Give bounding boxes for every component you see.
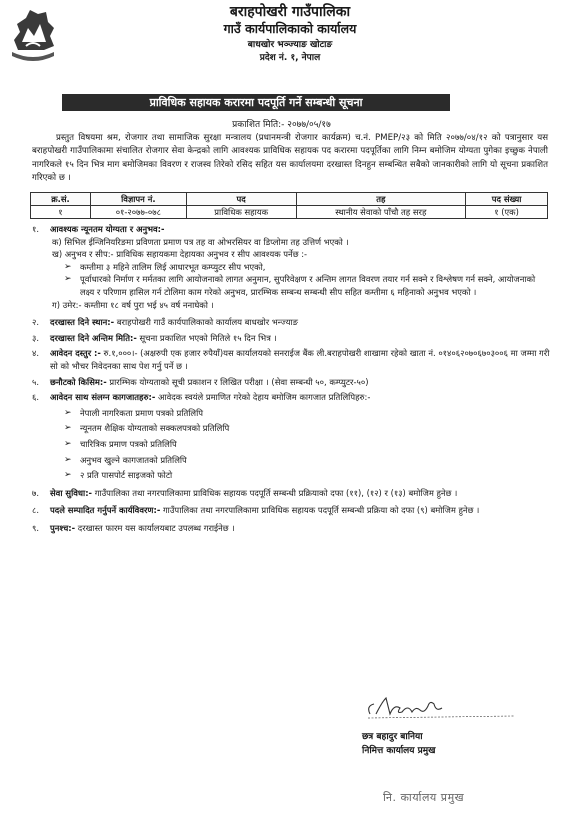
col-ad-number: विज्ञापन नं. [90,193,186,206]
cell-ad-number: ०१-२०७७-०७८ [90,206,186,219]
col-level: तह [296,193,466,206]
notice-body [32,223,552,534]
office-province: प्रदेश नं. १, नेपाल [259,53,321,63]
arrow-bullet-icon: ➢ [64,454,72,465]
office-address: बाधखोर भञ्ज्याङ खोटाङ [247,40,333,50]
section-duties: ८. पदले सम्पादित गर्नुपर्ने कार्यविवरण:- गाउँपालिका तथा नगरपालिकामा प्राविधिक सहायक पदपूर्ति सम्बन्धी प्रक्रिया को दफा (९) बमोजिम हुनेछ । [32,505,480,516]
section-benefits: ७. सेवा सुविधा:- गाउँपालिका तथा नगरपालिकामा प्राविधिक सहायक पदपूर्ति सम्बन्धी प्रक्रियाको दफा (११), (१२) र (१३) बमोजिम हुनेछ । [32,487,458,498]
table-row [31,206,548,219]
office-name: बराहपोखरी गाउँपालिका [229,4,351,20]
notice-title: प्राविधिक सहायक करारमा पदपूर्ति गर्ने सम्बन्धी सूचना [62,94,450,111]
list-item: ➢ नेपाली नागरिकता प्रमाण पत्रको प्रतिलिपि [64,407,204,418]
arrow-bullet-icon: ➢ [64,423,72,434]
list-item: ➢ न्यूनतम शैक्षिक योग्यताको सक्कलपत्रको प्रतिलिपि [64,423,230,434]
signer-block [362,730,532,758]
list-item: ➢ २ प्रति पासपोर्ट साइजको फोटो [64,470,173,481]
table-header-row [31,193,548,206]
qualification-b: ख) अनुभव र सीप:- प्राविधिक सहायकमा देहायका अनुभव र सीप आवश्यक पर्नेछ :- [52,249,308,260]
signer-position: निमित्त कार्यालय प्रमुख [362,746,436,756]
list-item: ➢ चारित्रिक प्रमाण पत्रको प्रतिलिपि [64,438,177,449]
section-selection: ५. छनौटको किसिम:- प्रारम्भिक योग्यताको सूची प्रकाशन र लिखित परीक्षा । (सेवा सम्बन्धी ५०, कम्प्युटर-५०) [32,376,369,387]
handwritten-signature [364,692,534,722]
list-item: ➢ पूर्वाधारको निर्माण र मर्मतका लागि आयोजनाको लागत अनुमान, सुपरिवेक्षण र अन्तिम लागत विवरण तयार गर्न सक्ने र विश्लेषण गर्न सक्ने, आयोजनाको लक्ष्य र परिणाम हासिल गर्न टोलिमा काम गरेको अनुभव, प्रारम्भिक सम्बन्ध सम्बन्धी सीप सहित कम्तीमा ६ महिनाको अनुभव भएको । [64,274,536,297]
nepal-emblem-icon [8,6,58,62]
section-deadline: ३. दरखास्त दिने अन्तिम मिति:- सूचना प्रकाशित भएको मितिले १५ दिन भित्र । [32,332,277,343]
arrow-bullet-icon: ➢ [64,274,72,285]
qualification-a: क) सिभिल ईन्जिनियरिङमा प्रविणता प्रमाण पत्र तह वा ओभरसियर वा डिप्लोमा तह उत्तिर्ण भएको । [52,236,349,247]
cell-count: १ (एक) [466,206,548,219]
office-header [120,4,460,65]
arrow-bullet-icon: ➢ [64,261,72,272]
qualification-c: ग) उमेर:- कम्तीमा १८ वर्ष पुरा भई ४५ वर्ष ननाघेको । [52,299,214,310]
col-count: पद संख्या [466,193,548,206]
section-postscript: ९. पुनश्च:- दरखास्त फारम यस कार्यालयबाट उपलब्ध गराईनेछ । [32,522,235,533]
section-documents: ६. आवेदन साथ संलग्न कागजातहरु:- आवेदक स्वयंले प्रमाणित गरेको देहाय बमोजिम कागजात प्रतिलिपिहरु:- [32,392,371,403]
col-serial: क्र.सं. [31,193,91,206]
vacancy-table [30,192,548,219]
cell-serial: १ [31,206,91,219]
published-date: प्रकाशित मिति:- २०७७/०५/१७ [232,120,331,130]
section-qualification: १. आवश्यक न्यूनतम योग्यता र अनुभव:- [32,223,552,236]
arrow-bullet-icon: ➢ [64,407,72,418]
cell-post: प्राविधिक सहायक [186,206,296,219]
section-place: २. दरखास्त दिने स्थान:- बराहपोखरी गाउँ कार्यपालिकाको कार्यालय बाधखोर भन्ज्याङ [32,317,298,328]
office-stamp: नि. कार्यालय प्रमुख [383,791,465,804]
list-item: ➢ अनुभव खुल्ने कागजातको प्रतिलिपि [64,454,187,465]
section-fee: ४. आवेदन दस्तुर :- रु.१,०००।- (अक्षरुपी एक हजार रुपैयाँ)यस कार्यालयको सनराईज बैंक ली.बराहपोखरी शाखामा रहेको खाता नं. ०१४०६२०७०६७०३००६ मा जम्मा गरी सो को भौचर निवेदनका साथ पेश गर्नु पर्ने छ । [32,348,550,371]
office-subname: गाउँ कार्यपालिकाको कार्यालय [223,21,357,36]
arrow-bullet-icon: ➢ [64,438,72,449]
section-label: आवश्यक न्यूनतम योग्यता र अनुभव:- [50,224,165,234]
col-post: पद [186,193,296,206]
arrow-bullet-icon: ➢ [64,470,72,481]
intro-paragraph: प्रस्तुत विषयमा श्रम, रोजगार तथा सामाजिक सुरक्षा मन्त्रालय (प्रधानमन्त्री रोजगार कार्यक्रम) च.नं. PMEP/२३ को मिति २०७७/०४/१२ को पत्रानुसार यस बराहपोखरी गाउँपालिकामा संचालित रोजगार सेवा केन्द्रको लागि आवश्यक प्राविधिक सहायक पद करारमा पदपूर्तिका लागि निम्न बमोजिम योग्यता पुगेका इच्छुक नेपाली नागरिकले १५ दिन भित्र माग बमोजिमका विवरण र राजस्व तिरेको रसिद सहित यस कार्यालयमा दरखास्त दिनहुन सम्बन्धित सबैको जानकारीको लागि यो सूचना प्रकाशित गरिएको छ । [32,133,548,184]
signer-name: छत्र बहादुर बानिया [362,732,423,742]
list-item: ➢ कम्तीमा ३ महिने तालिम लिई आधारभूत कम्प्युटर सीप भएको, [64,261,266,272]
cell-level: स्थानीय सेवाको पाँचौ तह सरह [296,206,466,219]
